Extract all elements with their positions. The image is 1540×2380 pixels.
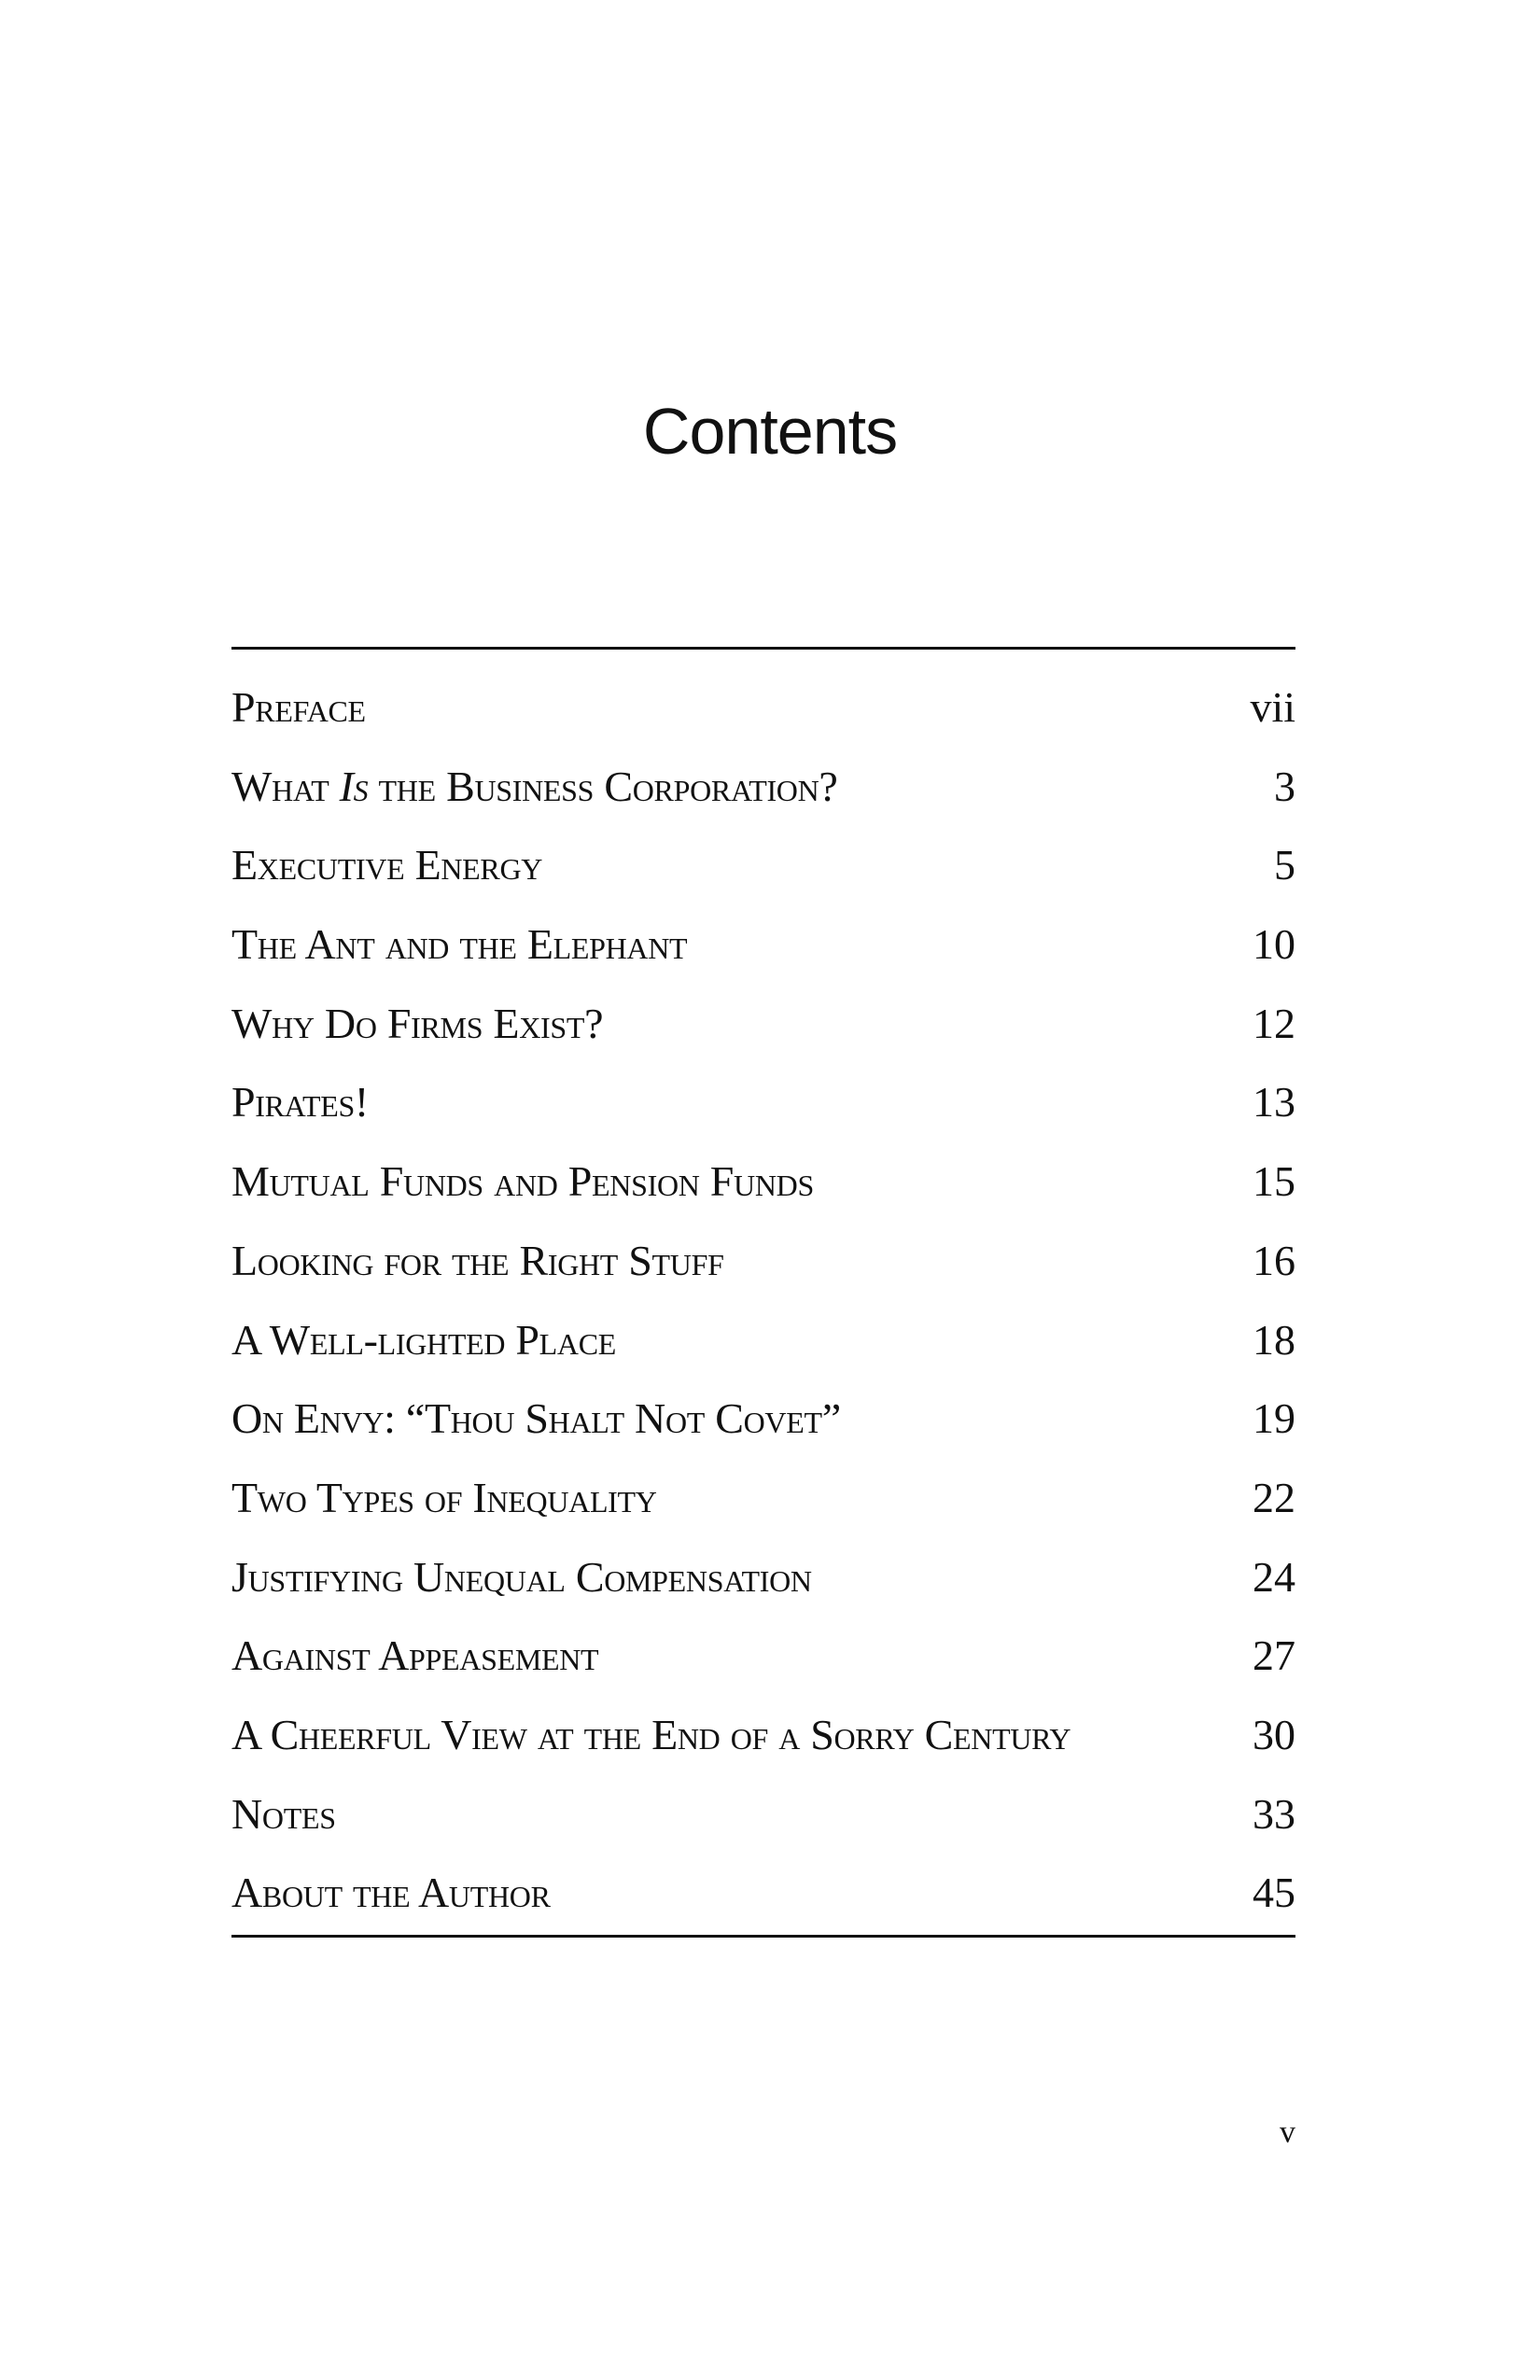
toc-entry-pirates[interactable] [231, 1063, 1295, 1142]
toc-entry-page: 3 [1274, 762, 1295, 810]
toc-entry-title: Notes [231, 1789, 336, 1838]
toc-entry-title: On Envy: “Thou Shalt Not Covet” [231, 1394, 841, 1443]
toc-entry-preface[interactable] [231, 668, 1295, 748]
toc-entry-page: 10 [1253, 920, 1295, 969]
toc-entry-title: Pirates! [231, 1078, 369, 1127]
toc-entry-a-cheerful-view[interactable] [231, 1696, 1295, 1775]
toc-entry-looking-for-the-right-stuff[interactable] [231, 1222, 1295, 1301]
toc-entry-page: 18 [1253, 1315, 1295, 1364]
toc-entry-the-ant-and-the-elephant[interactable] [231, 905, 1295, 985]
toc-entry-title: About the Author [231, 1869, 551, 1917]
toc-entry-title: Preface [231, 683, 366, 731]
toc-entry-page: 30 [1253, 1710, 1295, 1758]
top-rule [231, 647, 1295, 650]
toc-entry-a-well-lighted-place[interactable] [231, 1301, 1295, 1380]
toc-entry-page: 19 [1253, 1394, 1295, 1443]
toc-entry-title-part: What [231, 762, 340, 810]
page-title: Contents [642, 394, 898, 468]
toc-entry-page: 22 [1253, 1473, 1295, 1521]
toc-entry-notes[interactable] [231, 1775, 1295, 1855]
toc-entry-title: Mutual Funds and Pension Funds [231, 1157, 814, 1206]
toc-entry-title: Why Do Firms Exist? [231, 999, 604, 1047]
toc-entry-title-part: the Business Corporation? [368, 762, 838, 810]
toc-entry-mutual-funds-and-pension-funds[interactable] [231, 1142, 1295, 1222]
toc-entry-page: 12 [1253, 999, 1295, 1047]
toc-entry-against-appeasement[interactable] [231, 1617, 1295, 1696]
toc-entry-title: The Ant and the Elephant [231, 920, 688, 969]
toc-entry-page: 5 [1274, 841, 1295, 889]
toc-entry-title: Executive Energy [231, 841, 543, 889]
toc-entry-page: 24 [1253, 1552, 1295, 1601]
toc-entry-page: 16 [1253, 1236, 1295, 1284]
toc-entry-title: Against Appeasement [231, 1631, 599, 1680]
toc-entry-title: Justifying Unequal Compensation [231, 1552, 812, 1601]
toc-entry-page: 27 [1253, 1631, 1295, 1680]
toc-entry-executive-energy[interactable] [231, 826, 1295, 905]
toc-entry-about-the-author[interactable] [231, 1854, 1295, 1933]
toc-entry-title: A Well-lighted Place [231, 1315, 616, 1364]
toc-entry-title [231, 748, 838, 827]
toc-entry-page: vii [1250, 683, 1295, 731]
toc-entry-on-envy[interactable] [231, 1379, 1295, 1459]
table-of-contents [231, 668, 1295, 1933]
toc-entry-what-is-the-business-corporation[interactable] [231, 748, 1295, 827]
toc-entry-title: A Cheerful View at the End of a Sorry Century [231, 1710, 1071, 1758]
toc-entry-page: 33 [1253, 1789, 1295, 1838]
toc-entry-title-emphasis: Is [339, 762, 369, 810]
toc-entry-two-types-of-inequality[interactable] [231, 1459, 1295, 1538]
bottom-rule [231, 1935, 1295, 1938]
toc-entry-title: Two Types of Inequality [231, 1473, 657, 1521]
toc-entry-page: 15 [1253, 1157, 1295, 1206]
toc-entry-why-do-firms-exist[interactable] [231, 985, 1295, 1064]
toc-entry-justifying-unequal-compensation[interactable] [231, 1538, 1295, 1617]
toc-entry-title: Looking for the Right Stuff [231, 1236, 724, 1284]
toc-entry-page: 45 [1253, 1869, 1295, 1917]
toc-entry-page: 13 [1253, 1078, 1295, 1127]
page-number: v [1280, 2115, 1295, 2149]
